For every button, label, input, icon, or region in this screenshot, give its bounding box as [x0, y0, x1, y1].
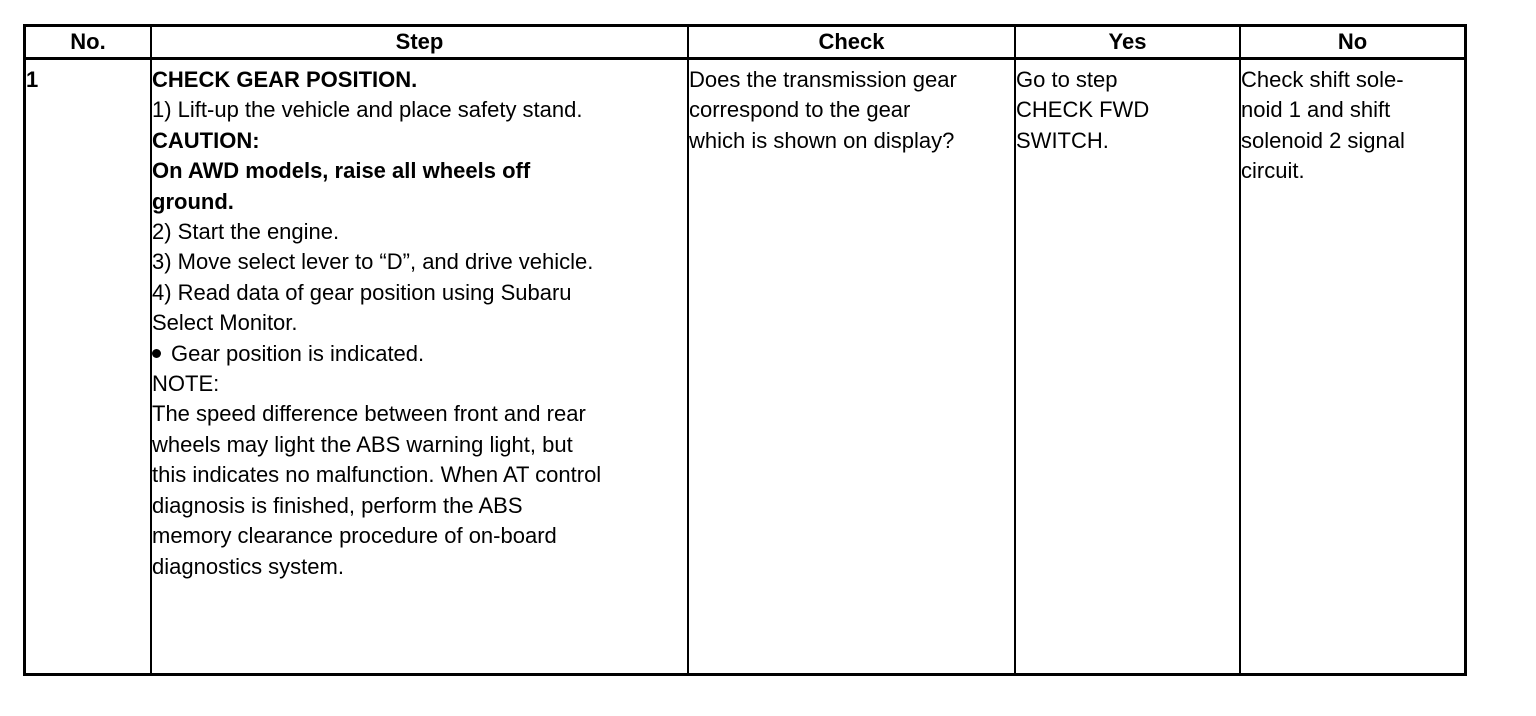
- diagnostic-table: [26, 27, 1464, 673]
- bullet-item: [152, 339, 687, 369]
- note-line-3: this indicates no malfunction. When AT control: [152, 462, 602, 488]
- no-line-3: solenoid 2 signal: [1241, 127, 1405, 153]
- header-no-result: No: [1240, 27, 1464, 59]
- yes-line-2: CHECK FWD: [1016, 97, 1150, 123]
- no-line-1: Check shift sole-: [1241, 67, 1404, 92]
- step-cell: [151, 59, 688, 674]
- no-line-4: circuit.: [1241, 158, 1305, 184]
- bullet-icon: [152, 349, 161, 358]
- note-label: NOTE:: [152, 371, 220, 397]
- check-line-2: correspond to the gear: [689, 97, 911, 123]
- note-line-1: The speed difference between front and rear: [152, 401, 586, 427]
- note-line-2: wheels may light the ABS warning light, but: [152, 431, 573, 457]
- note-line-4: diagnosis is finished, perform the ABS: [152, 492, 523, 518]
- yes-line-1: Go to step: [1016, 67, 1118, 92]
- check-cell: [688, 59, 1015, 674]
- header-check: Check: [688, 27, 1015, 59]
- step-line-4a: 4) Read data of gear position using Subaru: [152, 279, 572, 305]
- note-line-6: diagnostics system.: [152, 553, 344, 579]
- caution-text-1: On AWD models, raise all wheels off: [152, 158, 531, 184]
- yes-cell: [1015, 59, 1240, 674]
- header-yes: Yes: [1015, 27, 1240, 59]
- step-line-1: 1) Lift-up the vehicle and place safety stand.: [152, 97, 583, 123]
- note-line-5: memory clearance procedure of on-board: [152, 523, 557, 549]
- step-line-3: 3) Move select lever to “D”, and drive vehicle.: [152, 249, 594, 275]
- diagnostic-table-frame: [23, 24, 1467, 676]
- header-no: No.: [26, 27, 151, 59]
- yes-line-3: SWITCH.: [1016, 127, 1109, 153]
- step-line-2: 2) Start the engine.: [152, 219, 340, 245]
- bullet-text: Gear position is indicated.: [171, 340, 425, 366]
- table-header-row: [26, 27, 1464, 59]
- check-line-3: which is shown on display?: [689, 127, 955, 153]
- caution-text-2: ground.: [152, 188, 234, 214]
- check-line-1: Does the transmission gear: [689, 67, 957, 92]
- step-title: CHECK GEAR POSITION.: [152, 67, 418, 92]
- caution-label: CAUTION:: [152, 127, 260, 153]
- step-line-4b: Select Monitor.: [152, 310, 298, 336]
- no-cell: [1240, 59, 1464, 674]
- table-row: [26, 59, 1464, 674]
- header-step: Step: [151, 27, 688, 59]
- no-line-2: noid 1 and shift: [1241, 97, 1391, 123]
- row-number: 1: [26, 67, 39, 92]
